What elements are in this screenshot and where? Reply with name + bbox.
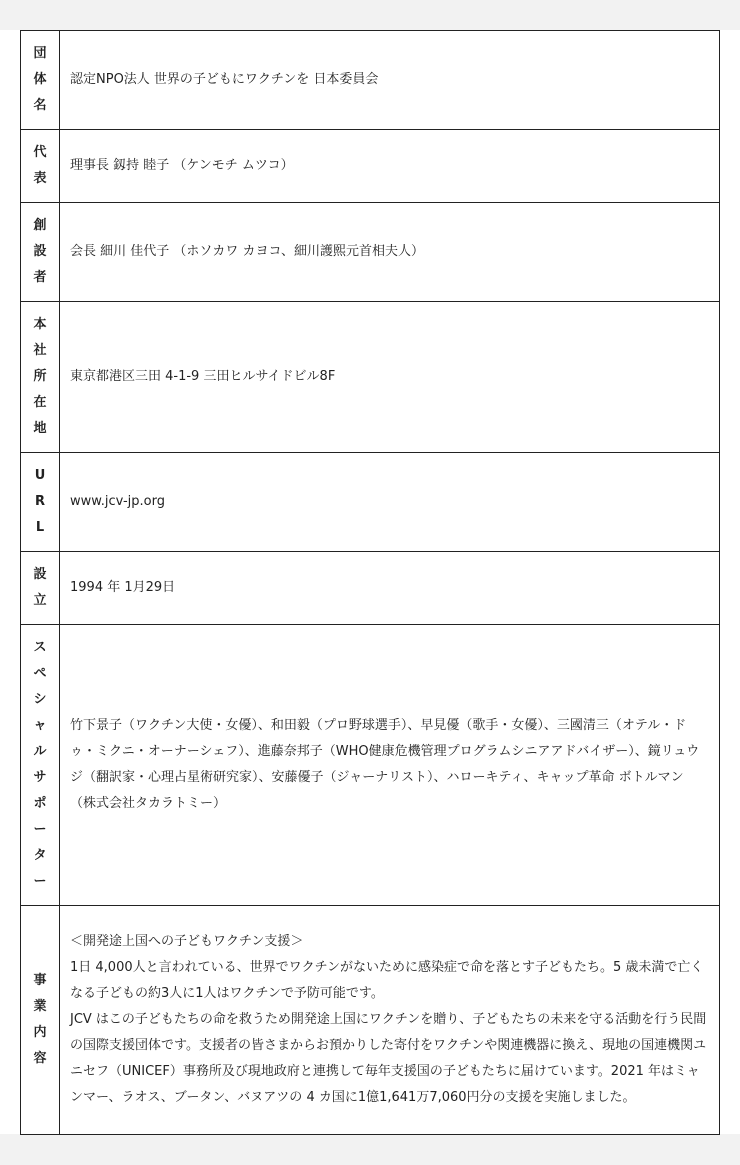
table-row — [21, 625, 720, 906]
table-row — [21, 203, 720, 302]
table-row — [21, 906, 720, 1135]
organization-profile-table — [20, 30, 720, 1135]
business-paragraph: JCV はこの子どもたちの命を救うため開発途上国にワクチンを贈り、子どもたちの未来を守る活動を行う民間の国際支援団体です。支援者の皆さまからお預かりした寄付をワクチンや関連機器に換え、現地の国連機関ユニセフ（UNICEF）事務所及び現地政府と連携して毎年支援国の子どもたちに届けています。2021 年はミャンマー、ラオス、ブータン、バヌアツの 4 カ国に1億1,641万7,060円分の支援を実施しました。 — [70, 1012, 707, 1105]
row-value-headquarters: 東京都港区三田 4-1-9 三田ヒルサイドビル8F — [60, 302, 720, 453]
row-value-representative: 理事長 釼持 睦子 （ケンモチ ムツコ） — [60, 130, 720, 203]
row-value-business-activities — [60, 906, 720, 1135]
row-label-url: URL — [21, 453, 60, 552]
profile-sheet — [0, 30, 740, 1134]
row-label-business-activities: 事業内容 — [21, 906, 60, 1135]
row-label-founder: 創設者 — [21, 203, 60, 302]
row-value-url: www.jcv-jp.org — [60, 453, 720, 552]
table-row — [21, 302, 720, 453]
row-label-organization-name: 団体名 — [21, 31, 60, 130]
table-row — [21, 453, 720, 552]
row-label-representative: 代表 — [21, 130, 60, 203]
row-label-special-supporters: スペシャルサポーター — [21, 625, 60, 906]
business-paragraph: 1日 4,000人と言われている、世界でワクチンがないために感染症で命を落とす子どもたち。5 歳未満で亡くなる子どもの約3人に1人はワクチンで予防可能です。 — [70, 960, 704, 1001]
row-label-established: 設立 — [21, 552, 60, 625]
row-value-special-supporters: 竹下景子（ワクチン大使・女優）、和田毅（プロ野球選手）、早見優（歌手・女優）、三國清三（オテル・ドゥ・ミクニ・オーナーシェフ）、進藤奈邦子（WHO健康危機管理プログラムシニアアドバイザー）、鏡リュウジ（翻訳家・心理占星術研究家）、安藤優子（ジャーナリスト）、ハローキティ、キャップ革命 ボトルマン（株式会社タカラトミー） — [60, 625, 720, 906]
row-value-organization-name: 認定NPO法人 世界の子どもにワクチンを 日本委員会 — [60, 31, 720, 130]
table-row — [21, 130, 720, 203]
business-heading: ＜開発途上国への子どもワクチン支援＞ — [70, 934, 304, 949]
row-label-headquarters: 本社所在地 — [21, 302, 60, 453]
table-row — [21, 552, 720, 625]
row-value-established: 1994 年 1月29日 — [60, 552, 720, 625]
table-row — [21, 31, 720, 130]
row-value-founder: 会長 細川 佳代子 （ホソカワ カヨコ、細川護熙元首相夫人） — [60, 203, 720, 302]
